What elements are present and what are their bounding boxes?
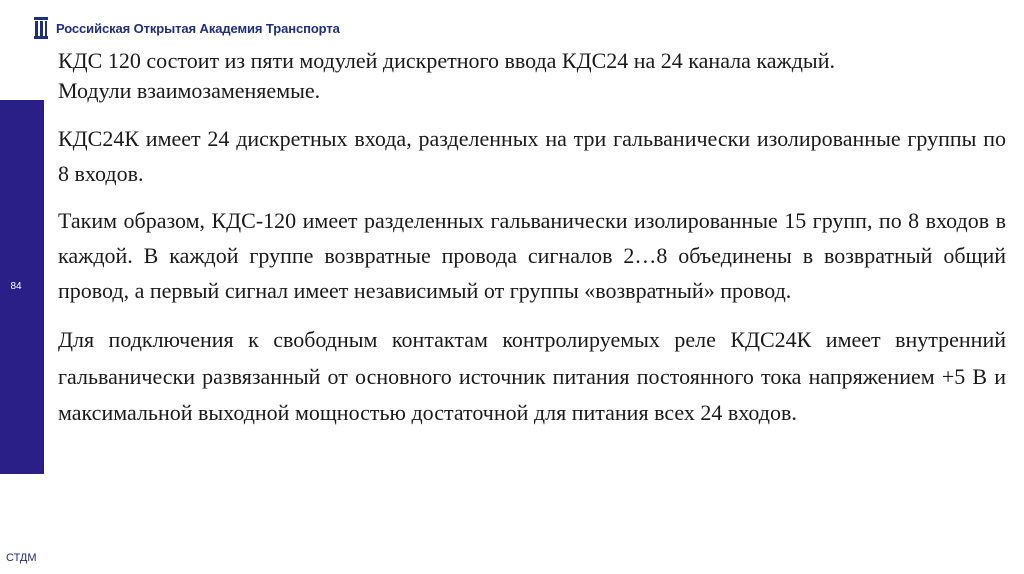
paragraph-3: Для подключения к свободным контактам контролируемых реле КДС24К имеет внутренний гальванически развязанный от основного источник питания постоянного тока напряжением +5 В и максимальной выходной мощностью достаточной для питания всех 24 входов.: [58, 327, 1006, 425]
academy-emblem-icon: [34, 17, 48, 39]
body-text: [58, 121, 1006, 432]
intro-line-2: Модули взаимозаменяемые.: [58, 78, 321, 103]
intro-line-1: КДС 120 состоит из пяти модулей дискретного ввода КДС24 на 24 канала каждый.: [58, 48, 835, 73]
brand-name: Российская Открытая Академия Транспорта: [56, 20, 340, 36]
paragraph-2: Таким образом, КДС-120 имеет разделенных гальванически изолированные 15 групп, по 8 входов в каждой. В каждой группе возвратные провода сигналов 2…8 объединены в возвратный общий провод, а первый сигнал имеет независимый от группы «возвратный» провод.: [58, 208, 1006, 303]
header-logo: [34, 17, 340, 39]
page-number: 84: [10, 281, 22, 292]
paragraph-1: КДС24К имеет 24 дискретных входа, разделенных на три гальванически изолированные группы по 8 входов.: [58, 126, 1006, 186]
footer-label: СТДМ: [6, 552, 37, 564]
intro-text: [58, 46, 988, 106]
